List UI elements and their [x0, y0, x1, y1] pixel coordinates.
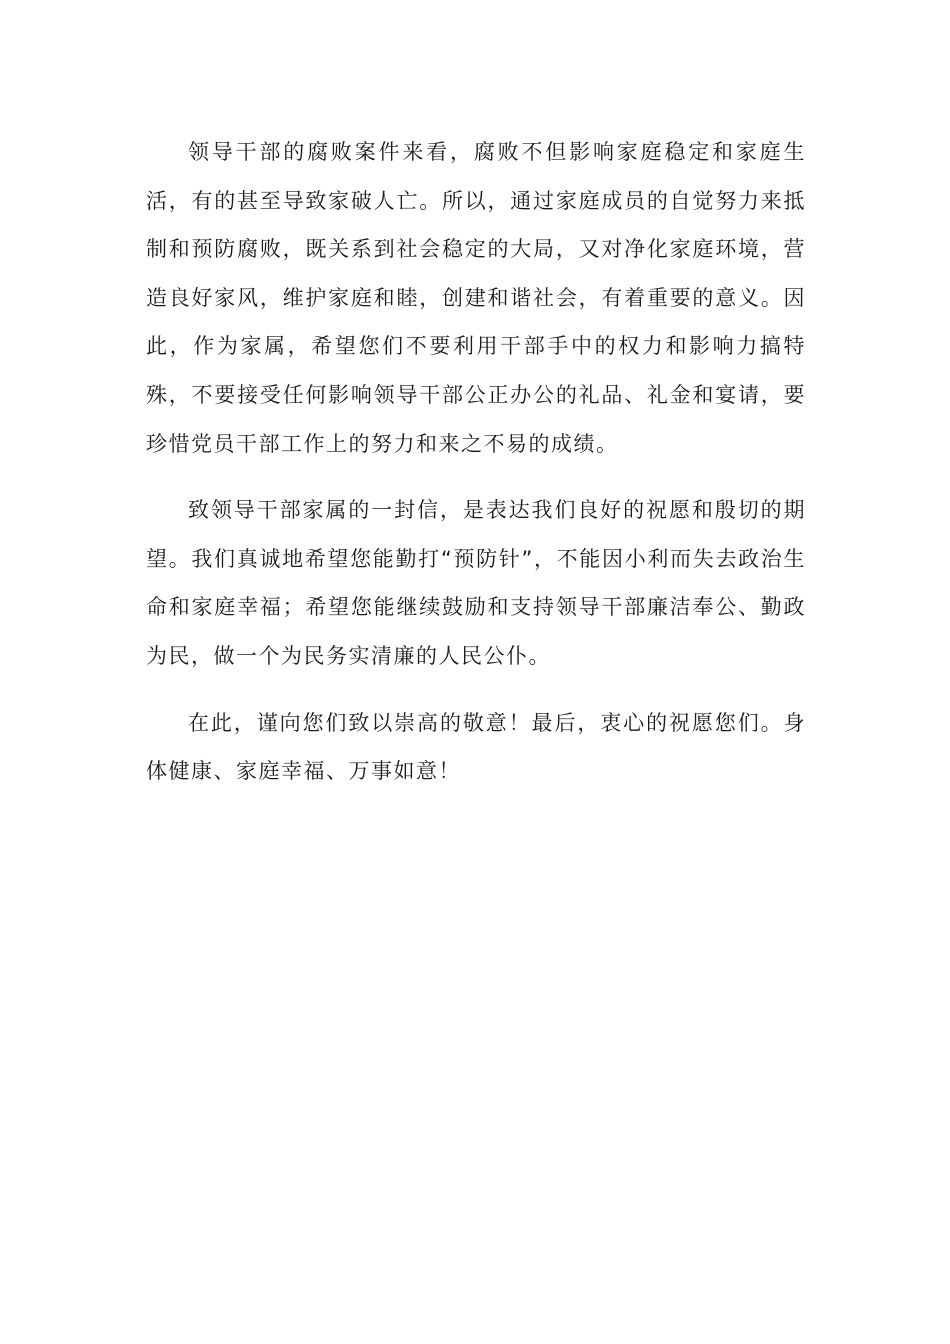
paragraph-closing-wishes: 在此，谨向您们致以崇高的敬意！最后，衷心的祝愿您们。身体健康、家庭幸福、万事如意！ — [146, 710, 806, 784]
paragraph-corruption-impact: 领导干部的腐败案件来看，腐败不但影响家庭稳定和家庭生活，有的甚至导致家破人亡。所以，通过家庭成员的自觉努力来抵制和预防腐败，既关系到社会稳定的大局，又对净化家庭环境，营造良好家风，维护家庭和睦，创建和谐社会，有着重要的意义。因此，作为家属，希望您们不要利用干部手中的权力和影响力搞特殊，不要接受任何影响领导干部公正办公的礼品、礼金和宴请，要珍惜党员干部工作上的努力和来之不易的成绩。 — [146, 140, 806, 456]
paragraph-letter-purpose: 致领导干部家属的一封信，是表达我们良好的祝愿和殷切的期望。我们真诚地希望您能勤打“预防针”，不能因小利而失去政治生命和家庭幸福；希望您能继续鼓励和支持领导干部廉洁奉公、勤政为民，做一个为民务实清廉的人民公仆。 — [146, 498, 806, 668]
letter-body — [146, 128, 806, 796]
